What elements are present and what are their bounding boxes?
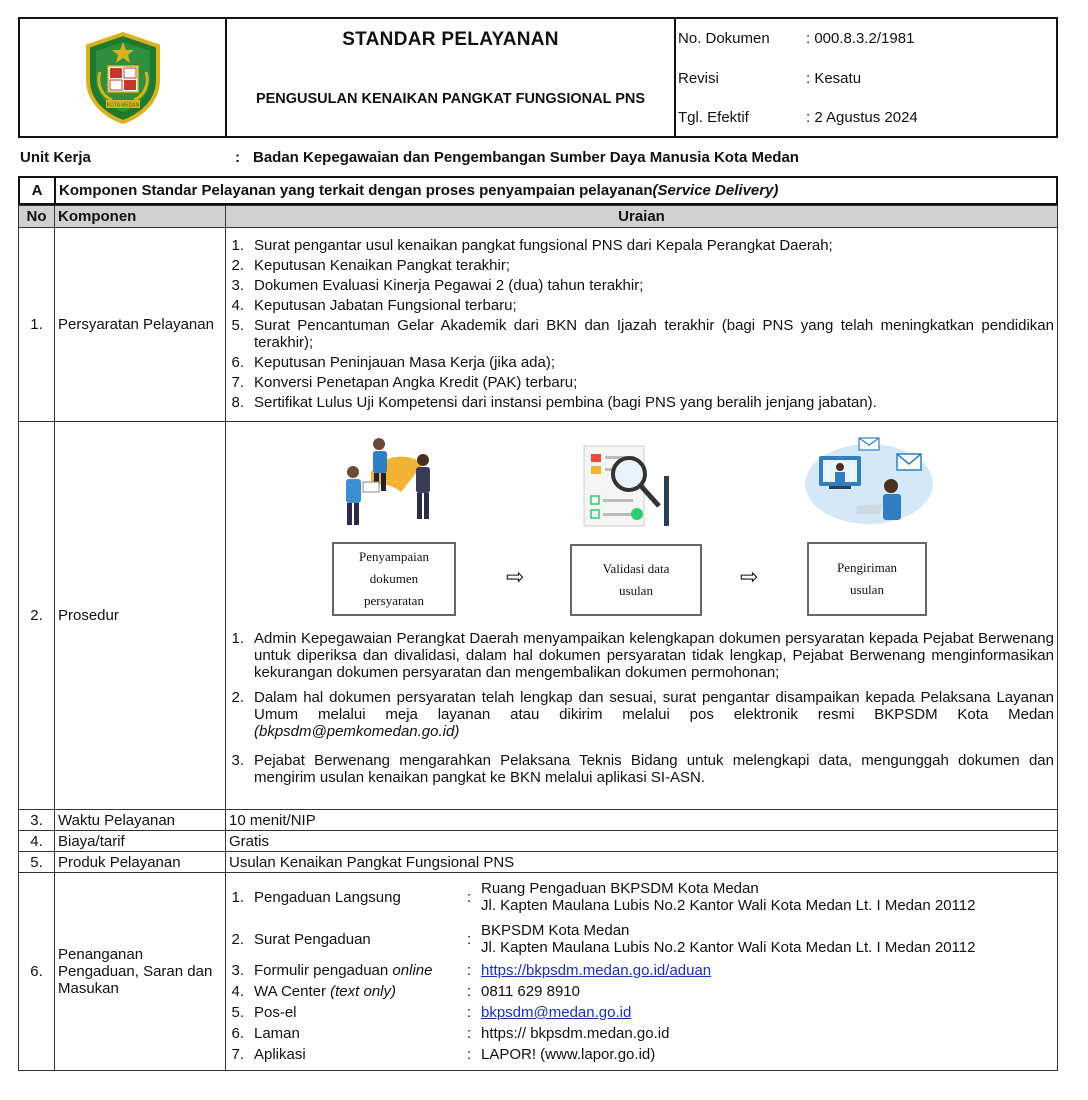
row-uraian <box>226 228 1058 422</box>
list-item: 2. Keputusan Kenaikan Pangkat terakhir; <box>231 256 511 274</box>
document-header <box>18 17 1058 138</box>
list-item: 8. Sertifikat Lulus Uji Kompetensi dari instansi pembina (bagi PNS yang beralih jenjang jabatan). <box>231 393 877 411</box>
unit-kerja-value: Badan Kepegawaian dan Pengembangan Sumber Daya Manusia Kota Medan <box>253 149 799 166</box>
section-title-text: Komponen Standar Pelayanan yang terkait dengan proses penyampaian pelayanan <box>59 182 653 199</box>
complaint-channel: 5. Pos-el : bkpsdm@medan.go.id <box>231 1004 632 1021</box>
meta-row-revisi <box>678 70 1046 87</box>
meta-key: Revisi <box>678 70 719 87</box>
meta-row-tanggal <box>678 109 1046 126</box>
complaint-channel: 4. WA Center (text only) : 0811 629 8910 <box>231 983 580 1000</box>
step-box-validasi: Validasi data usulan <box>570 544 702 616</box>
logo-cell <box>20 19 227 136</box>
complaint-channel: 2. Surat Pengaduan : BKPSDM Kota Medan Jl. Kapten Maulana Lubis No.2 Kantor Wali Kota Medan Lt. I Medan 20112 <box>231 922 976 956</box>
meta-row-dokumen <box>678 30 1046 47</box>
row-komponen: Persyaratan Pelayanan <box>55 228 226 422</box>
unit-kerja-colon: : <box>235 149 240 166</box>
row-uraian <box>226 873 1058 1071</box>
document-handover-illustration <box>331 432 441 527</box>
table-row-produk <box>19 852 1058 873</box>
row-number: 6. <box>19 873 55 1071</box>
step-box-penyampaian: Penyampaian dokumen persyaratan <box>332 542 456 616</box>
row-number: 2. <box>19 422 55 810</box>
unit-kerja-line <box>20 149 799 166</box>
document-title: STANDAR PELAYANAN <box>342 29 559 50</box>
email-link[interactable]: bkpsdm@medan.go.id <box>481 1004 632 1021</box>
requirements-list <box>229 234 1054 416</box>
section-title <box>56 178 778 203</box>
row-uraian <box>226 422 1058 810</box>
meta-key: Tgl. Efektif <box>678 109 749 126</box>
table-row-persyaratan <box>19 228 1058 422</box>
list-item: 2. Dalam hal dokumen persyaratan telah lengkap dan sesuai, surat pengantar disampaikan kepada Pelaksana Layanan Umum melalui meja layanan atau dikirim melalui pos elektronik resmi BKPSDM Kota Medan (bkpsdm@pemkomedan.go.id) <box>231 689 1054 740</box>
table-row-prosedur <box>19 422 1058 810</box>
row-komponen: Prosedur <box>55 422 226 810</box>
list-item: 3. Pejabat Berwenang mengarahkan Pelaksana Teknis Bidang untuk melengkapi data, mengunggah dokumen dan mengirim usulan kenaikan pangkat ke BKN melalui aplikasi SI-ASN. <box>231 752 1054 786</box>
aduan-form-link[interactable]: https://bkpsdm.medan.go.id/aduan <box>481 962 712 979</box>
arrow-right-icon: ⇨ <box>740 564 759 589</box>
step-box-pengiriman: Pengiriman usulan <box>807 542 927 616</box>
row-uraian: Usulan Kenaikan Pangkat Fungsional PNS <box>226 852 1058 873</box>
list-item: 1. Admin Kepegawaian Perangkat Daerah menyampaikan kelengkapan dokumen persyaratan kepada Pejabat Berwenang untuk diperiksa dan divalidasi, dalam hal dokumen persyaratan tidak lengkap, Pejabat Berwenang menginformasikan kekurangan dokumen persyaratan dan mengembalikan dokumen permohonan; <box>231 630 1054 681</box>
unit-kerja-label: Unit Kerja <box>20 149 91 166</box>
table-row-pengaduan <box>19 873 1058 1071</box>
meta-value: : 000.8.3.2/1981 <box>806 30 915 47</box>
table-header-row <box>19 206 1058 228</box>
row-komponen: Biaya/tarif <box>55 831 226 852</box>
meta-key: No. Dokumen <box>678 30 770 47</box>
header-title-cell <box>227 19 676 136</box>
row-number: 1. <box>19 228 55 422</box>
table-row-biaya <box>19 831 1058 852</box>
list-item: 4. Keputusan Jabatan Fungsional terbaru; <box>231 296 517 314</box>
row-uraian: 10 menit/NIP <box>226 810 1058 831</box>
row-komponen: Waktu Pelayanan <box>55 810 226 831</box>
procedure-list <box>229 627 1054 791</box>
section-title-italic: (Service Delivery) <box>652 182 779 199</box>
svg-text:KOTA MEDAN: KOTA MEDAN <box>106 102 139 108</box>
row-komponen: Penanganan Pengaduan, Saran dan Masukan <box>55 873 226 1071</box>
col-header-no: No <box>19 206 55 228</box>
list-item: 5. Surat Pencantuman Gelar Akademik dari BKN dan Ijazah terakhir (bagi PNS yang telah meningkatkan pendidikan terakhir); <box>231 316 1054 351</box>
meta-value: : Kesatu <box>806 70 862 87</box>
list-item: 6. Keputusan Peninjauan Masa Kerja (jika ada); <box>231 353 556 371</box>
row-uraian: Gratis <box>226 831 1058 852</box>
online-submission-illustration <box>799 434 939 534</box>
procedure-flow-diagram <box>229 422 1054 627</box>
col-header-komponen: Komponen <box>55 206 226 228</box>
complaint-channel: 1. Pengaduan Langsung : Ruang Pengaduan BKPSDM Kota Medan Jl. Kapten Maulana Lubis No.2 Kantor Wali Kota Medan Lt. I Medan 20112 <box>231 880 976 914</box>
section-letter: A <box>20 178 56 203</box>
meta-value: : 2 Agustus 2024 <box>806 109 918 126</box>
list-item: 7. Konversi Penetapan Angka Kredit (PAK) terbaru; <box>231 373 578 391</box>
complaint-channel: 6. Laman : https:// bkpsdm.medan.go.id <box>231 1025 670 1042</box>
table-row-waktu <box>19 810 1058 831</box>
row-number: 5. <box>19 852 55 873</box>
row-number: 4. <box>19 831 55 852</box>
city-emblem-logo <box>82 32 164 124</box>
section-a-header <box>18 176 1058 205</box>
list-item: 3. Dokumen Evaluasi Kinerja Pegawai 2 (dua) tahun terakhir; <box>231 276 644 294</box>
document-search-illustration <box>579 436 679 536</box>
row-number: 3. <box>19 810 55 831</box>
row-komponen: Produk Pelayanan <box>55 852 226 873</box>
service-standard-table <box>18 205 1058 1071</box>
col-header-uraian: Uraian <box>226 206 1058 228</box>
complaint-channel: 7. Aplikasi : LAPOR! (www.lapor.go.id) <box>231 1046 656 1063</box>
arrow-right-icon: ⇨ <box>506 564 525 589</box>
document-meta <box>676 19 1056 136</box>
list-item: 1. Surat pengantar usul kenaikan pangkat fungsional PNS dari Kepala Perangkat Daerah; <box>231 236 833 254</box>
complaint-channel: 3. Formulir pengaduan online : https://bkpsdm.medan.go.id/aduan <box>226 962 1057 979</box>
document-subtitle: PENGUSULAN KENAIKAN PANGKAT FUNGSIONAL PNS <box>255 91 646 107</box>
